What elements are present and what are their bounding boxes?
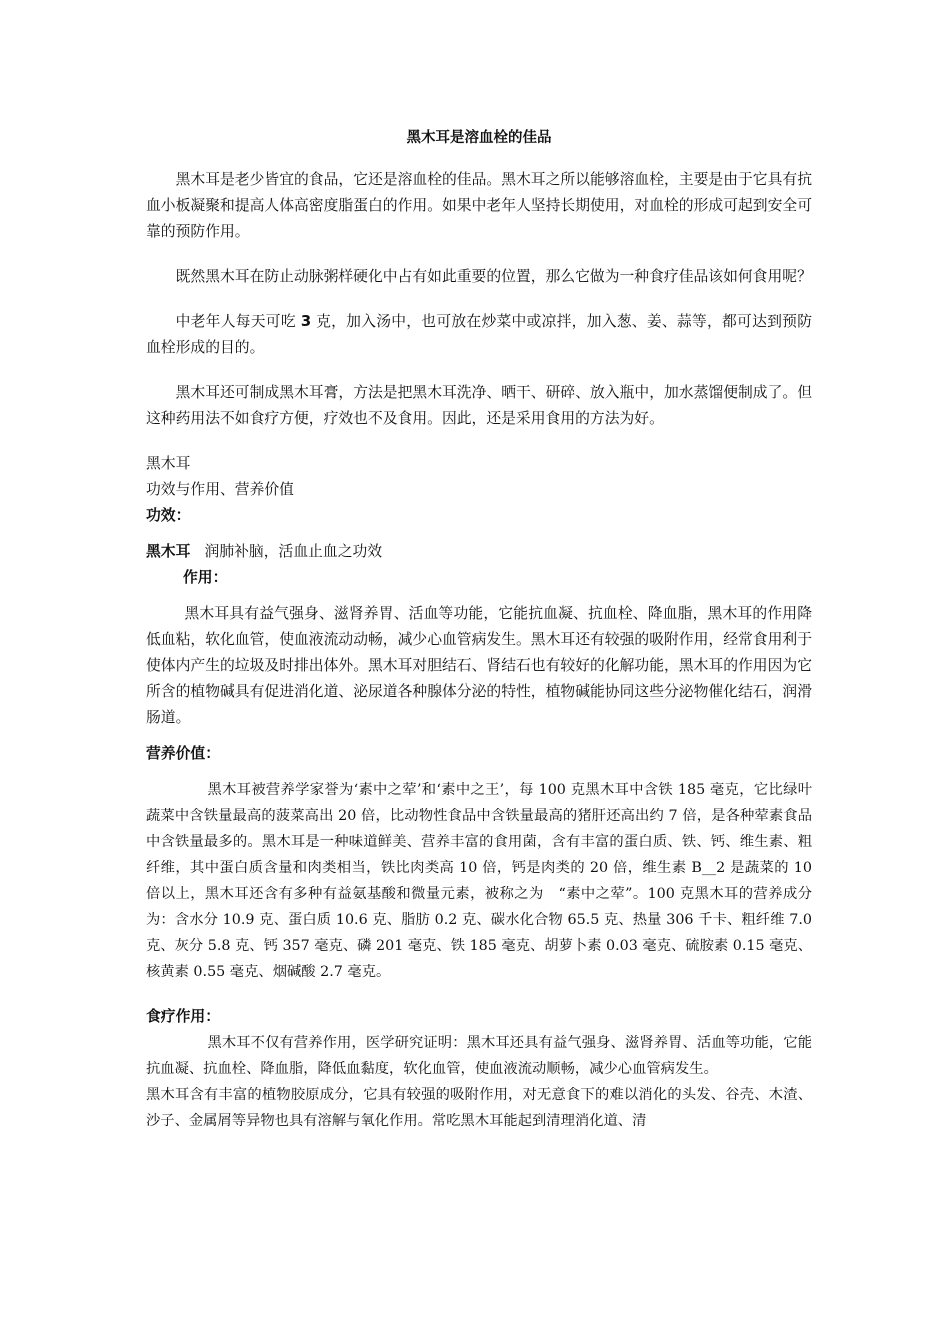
efficacy-term: 黑木耳 [146, 543, 191, 560]
section-heading-name: 黑木耳 [146, 455, 191, 472]
therapy-paragraph-2: 黑木耳含有丰富的植物胶原成分，它具有较强的吸附作用，对无意食下的难以消化的头发、谷壳、木渣、沙子、金属屑等异物也具有溶解与氧化作用。常吃黑木耳能起到清理消化道、清 [146, 1087, 812, 1129]
efficacy-line [146, 539, 812, 565]
dosage-paragraph [146, 309, 812, 361]
therapy-label: 食疗作用： [146, 1008, 220, 1025]
document-title: 黑木耳是溶血栓的佳品 [406, 130, 552, 146]
paragraph-spacer [146, 985, 812, 1004]
therapy-paragraph-1: 黑木耳不仅有营养作用，医学研究证明：黑木耳还具有益气强身、滋肾养胃、活血等功能，它能抗血凝、抗血栓、降血脂，降低血黏度，软化血管，使血液流动顺畅，减少心血管病发生。 [146, 1035, 812, 1077]
nutrition-paragraph: 黑木耳被营养学家誉为‘素中之荤’和‘素中之王’，每 100 克黑木耳中含铁 185 毫克，它比绿叶蔬菜中含铁量最高的菠菜高出 20 倍，比动物性食品中含铁量最高的猪肝还高出约 7 倍，是各种荤素食品中含铁量最多的。黑木耳是一种味道鲜美、营养丰富的食用菌，含有丰富的蛋白质、铁、钙、维生素、粗纤维，其中蛋白质含量和肉类相当，铁比肉类高 10 倍，钙是肉类的 20 倍，维生素 B__2 是蔬菜的 10 倍以上，黑木耳还含有多种有益氨基酸和微量元素，被称之为 “素中之荤”。100 克黑木耳的营养成分为：含水分 10.9 克、蛋白质 10.6 克、脂肪 0.2 克、碳水化合物 65.5 克、热量 306 千卡、粗纤维 7.0 克、灰分 5.8 克、钙 357 毫克、磷 201 毫克、铁 185 毫克、胡萝卜素 0.03 毫克、硫胺素 0.15 毫克、核黄素 0.55 毫克、烟碱酸 2.7 毫克。 [146, 782, 827, 980]
nutrition-label: 营养价值： [146, 745, 220, 762]
paragraph-spacer [146, 591, 812, 601]
paragraph-spacer [146, 731, 812, 741]
paragraph-spacer [146, 767, 812, 777]
dosage-text-after: 克，加入汤中，也可放在炒菜中或凉拌，加入葱、姜、蒜等，都可达到预防血栓形成的目的。 [146, 313, 812, 356]
dosage-amount: 3 [300, 313, 312, 330]
function-label: 作用： [183, 569, 228, 586]
intro-paragraph-1: 黑木耳是老少皆宜的食品，它还是溶血栓的佳品。黑木耳之所以能够溶血栓，主要是由于它具有抗血小板凝聚和提高人体高密度脂蛋白的作用。如果中老年人坚持长期使用，对血栓的形成可起到安全可靠的预防作用。 [146, 171, 812, 240]
efficacy-text: 润肺补脑，活血止血之功效 [204, 543, 383, 560]
efficacy-label: 功效： [146, 507, 191, 524]
intro-paragraph-2: 既然黑木耳在防止动脉粥样硬化中占有如此重要的位置，那么它做为一种食疗佳品该如何食用呢？ [175, 268, 812, 285]
paste-paragraph: 黑木耳还可制成黑木耳膏，方法是把黑木耳洗净、晒干、研碎、放入瓶中，加水蒸馏便制成了。但这种药用法不如食疗方便，疗效也不及食用。因此，还是采用食用的方法为好。 [146, 384, 812, 427]
paragraph-spacer [146, 432, 812, 451]
paragraph-spacer [146, 245, 812, 264]
document-body [146, 126, 827, 1134]
paragraph-spacer [146, 290, 812, 309]
function-paragraph: 黑木耳具有益气强身、滋肾养胃、活血等功能，它能抗血凝、抗血栓、降血脂，黑木耳的作用降低血粘，软化血管，使血液流动动畅，减少心血管病发生。黑木耳还有较强的吸附作用，经常食用利于使体内产生的垃圾及时排出体外。黑木耳对胆结石、肾结石也有较好的化解功能，黑木耳的作用因为它所含的植物碱具有促进消化道、泌尿道各种腺体分泌的特性，植物碱能协同这些分泌物催化结石，润滑肠道。 [146, 605, 812, 726]
paragraph-spacer [146, 529, 812, 539]
dosage-text-before: 中老年人每天可吃 [175, 313, 301, 330]
section-heading-subtitle: 功效与作用、营养价值 [146, 481, 294, 498]
paragraph-spacer [146, 361, 812, 380]
